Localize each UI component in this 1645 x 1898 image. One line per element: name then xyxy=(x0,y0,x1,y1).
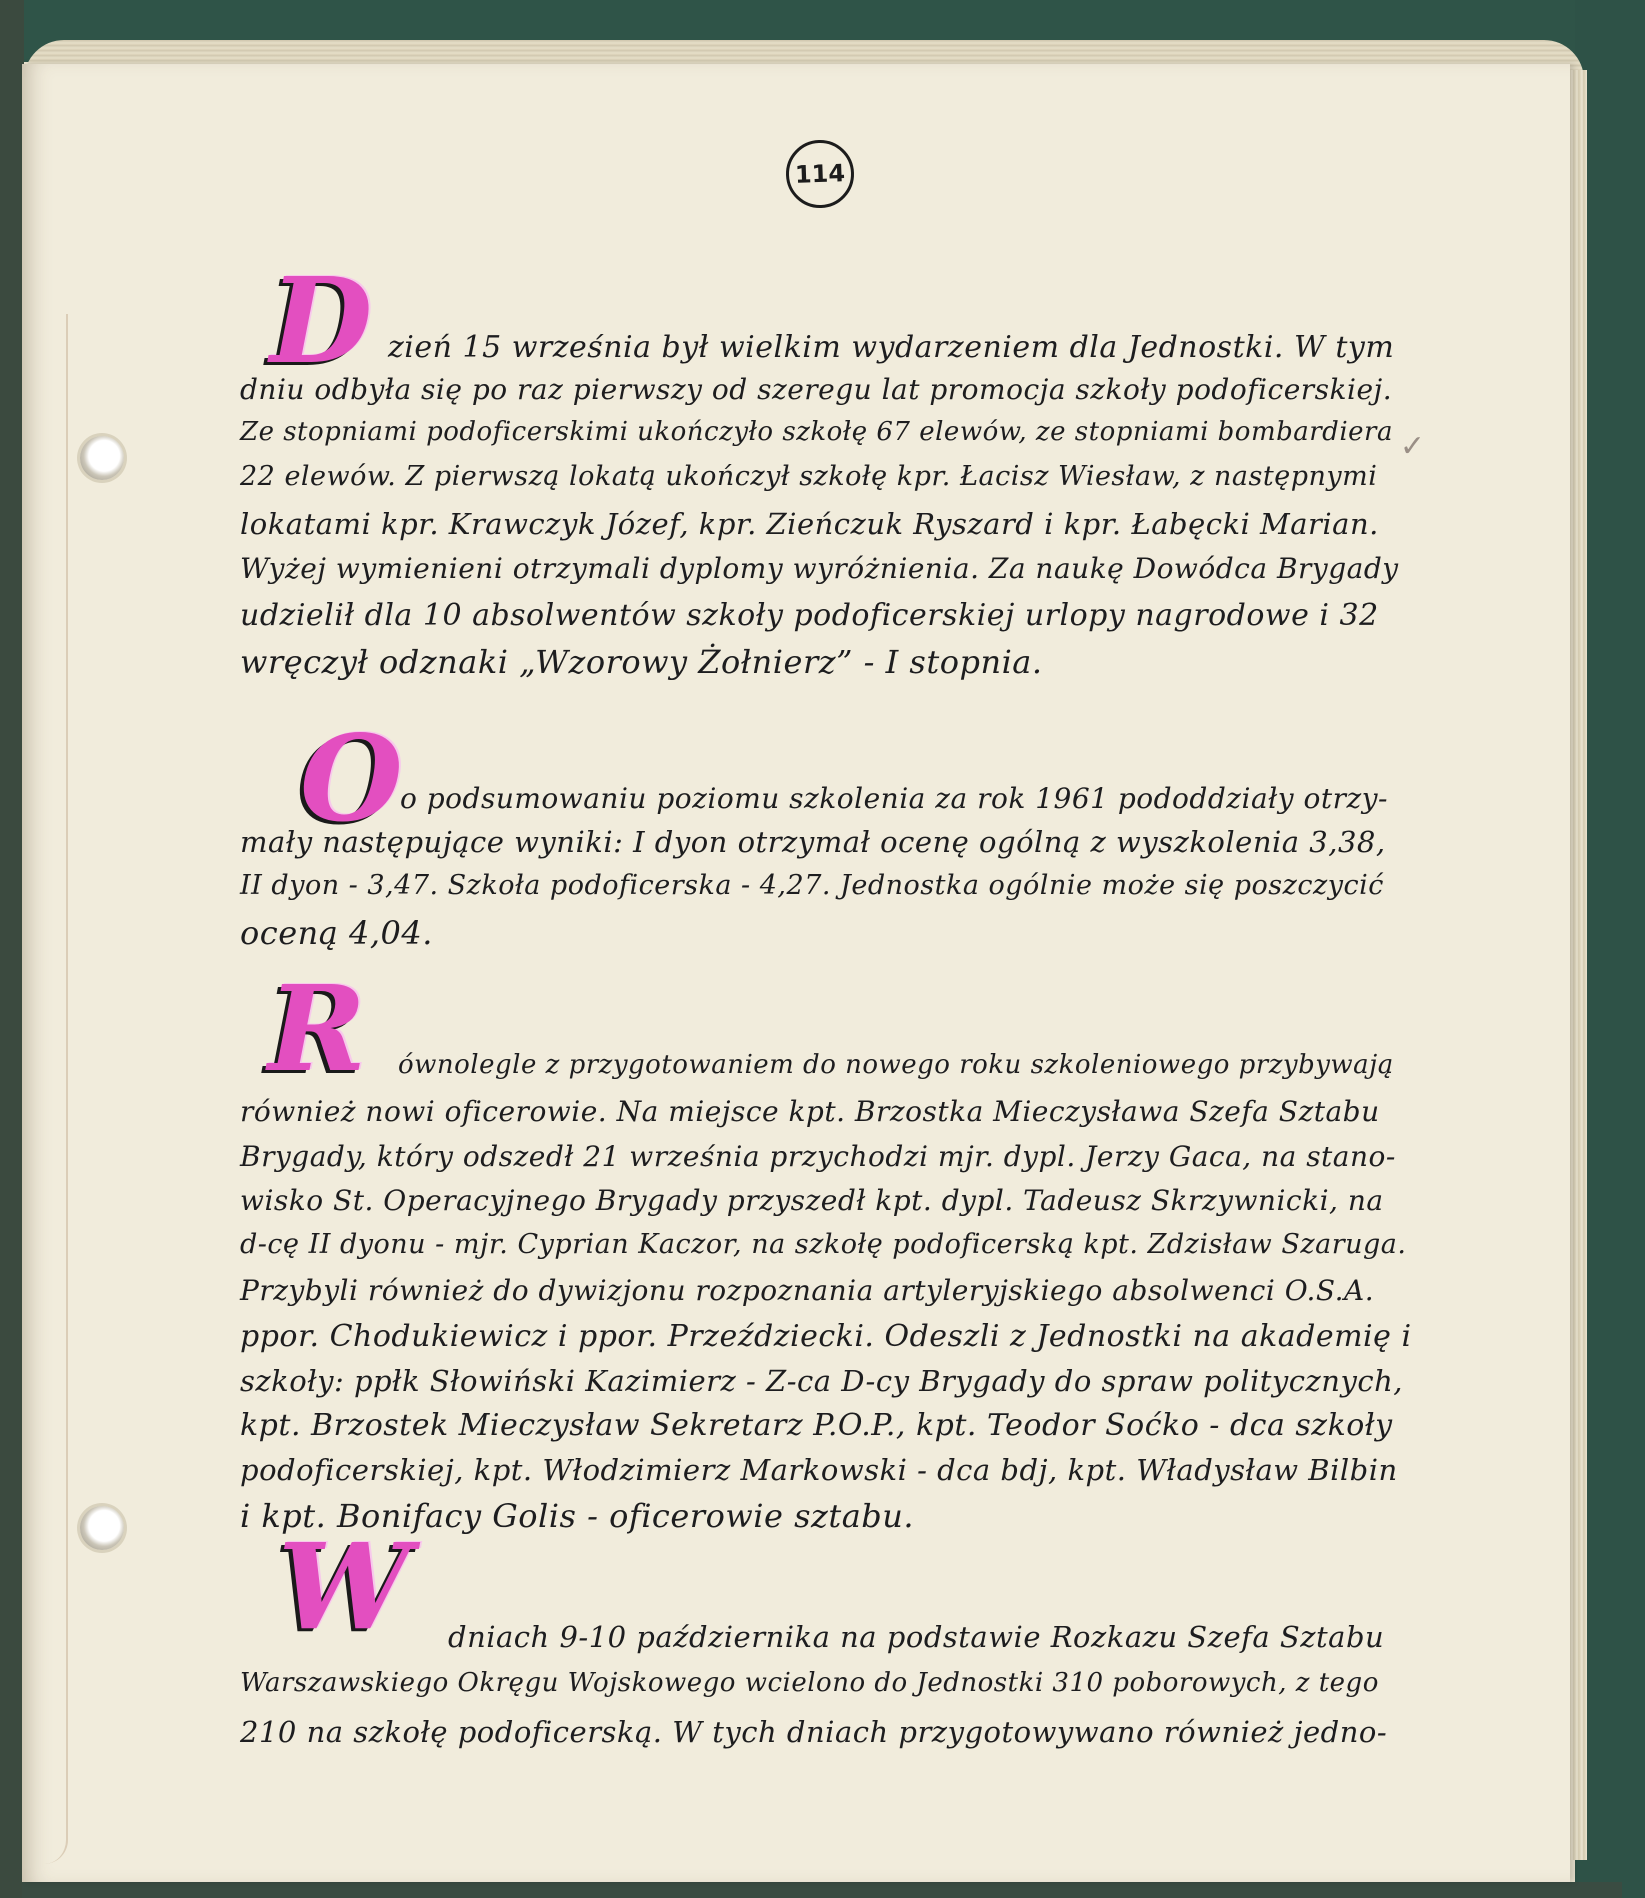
text-line: Wyżej wymienieni otrzymali dyplomy wyróżnienia. Za naukę Dowódca Brygady xyxy=(240,552,1399,585)
text-line: d-cę II dyonu - mjr. Cyprian Kaczor, na szkołę podoficerską kpt. Zdzisław Szaruga. xyxy=(240,1229,1407,1260)
book-cover-left xyxy=(0,0,24,1898)
text-line: podoficerskiej, kpt. Włodzimierz Markowski - dca bdj, kpt. Władysław Bilbin xyxy=(240,1453,1398,1487)
text-line: mały następujące wyniki: I dyon otrzymał ocenę ogólną z wyszkolenia 3,38, xyxy=(240,825,1386,859)
initial-letter-w: W xyxy=(278,1517,411,1656)
book-bottom-edge xyxy=(22,1882,1622,1898)
text-line: zień 15 września był wielkim wydarzeniem dla Jednostki. W tym xyxy=(388,330,1395,365)
text-line: 22 elewów. Z pierwszą lokatą ukończył szkołę kpr. Łacisz Wiesław, z następnymi xyxy=(240,461,1378,492)
text-line: II dyon - 3,47. Szkoła podoficerska - 4,27. Jednostka ogólnie może się poszczycić xyxy=(240,870,1384,901)
text-line: o podsumowaniu poziomu szkolenia za rok 1961 pododdziały otrzy- xyxy=(400,782,1388,815)
text-line: dniach 9-10 października na podstawie Rozkazu Szefa Sztabu xyxy=(448,1620,1385,1654)
text-line: wręczył odznaki „Wzorowy Żołnierz” - I stopnia. xyxy=(240,643,1043,681)
punch-hole-icon xyxy=(80,436,124,480)
check-mark-icon: ✓ xyxy=(1399,429,1425,464)
text-line: 210 na szkołę podoficerską. W tych dniach przygotowywano również jedno- xyxy=(240,1715,1388,1749)
text-line: oceną 4,04. xyxy=(240,914,433,952)
text-line: ównolegle z przygotowaniem do nowego roku szkoleniowego przybywają xyxy=(398,1050,1394,1080)
text-line: lokatami kpr. Krawczyk Józef, kpr. Zieńczuk Ryszard i kpr. Łabęcki Marian. xyxy=(240,507,1379,541)
punch-hole-icon xyxy=(80,1506,124,1550)
text-line: udzielił dla 10 absolwentów szkoły podoficerskiej urlopy nagrodowe i 32 xyxy=(240,598,1379,633)
text-line: Brygady, który odszedł 21 września przychodzi mjr. dypl. Jerzy Gaca, na stano- xyxy=(240,1140,1396,1173)
text-line: również nowi oficerowie. Na miejsce kpt. Brzostka Mieczysława Szefa Sztabu xyxy=(240,1095,1380,1128)
binding-cord xyxy=(44,314,68,1864)
text-line: wisko St. Operacyjnego Brygady przyszedł kpt. dypl. Tadeusz Skrzywnicki, na xyxy=(240,1184,1384,1217)
text-line: szkoły: ppłk Słowiński Kazimierz - Z-ca D-cy Brygady do spraw politycznych, xyxy=(240,1364,1403,1398)
text-line: Przybyli również do dywizjonu rozpoznania artyleryjskiego absolwenci O.S.A. xyxy=(240,1274,1375,1307)
text-line: Warszawskiego Okręgu Wojskowego wcielono do Jednostki 310 poborowych, z tego xyxy=(240,1668,1379,1698)
text-line: dniu odbyła się po raz pierwszy od szeregu lat promocja szkoły podoficerskiej. xyxy=(240,373,1393,406)
text-line: i kpt. Bonifacy Golis - oficerowie sztabu. xyxy=(240,1497,915,1535)
text-line: kpt. Brzostek Mieczysław Sekretarz P.O.P., kpt. Teodor Soćko - dca szkoły xyxy=(240,1408,1393,1443)
initial-letter-o: O xyxy=(300,709,403,848)
page-number: 114 xyxy=(785,139,855,209)
initial-letter-r: R xyxy=(268,959,367,1098)
initial-letter-d: D xyxy=(270,251,373,390)
text-line: ppor. Chodukiewicz i ppor. Przeździecki. Odeszli z Jednostki na akademię i xyxy=(240,1319,1412,1354)
text-line: Ze stopniami podoficerskimi ukończyło szkołę 67 elewów, ze stopniami bombardiera xyxy=(240,417,1393,447)
